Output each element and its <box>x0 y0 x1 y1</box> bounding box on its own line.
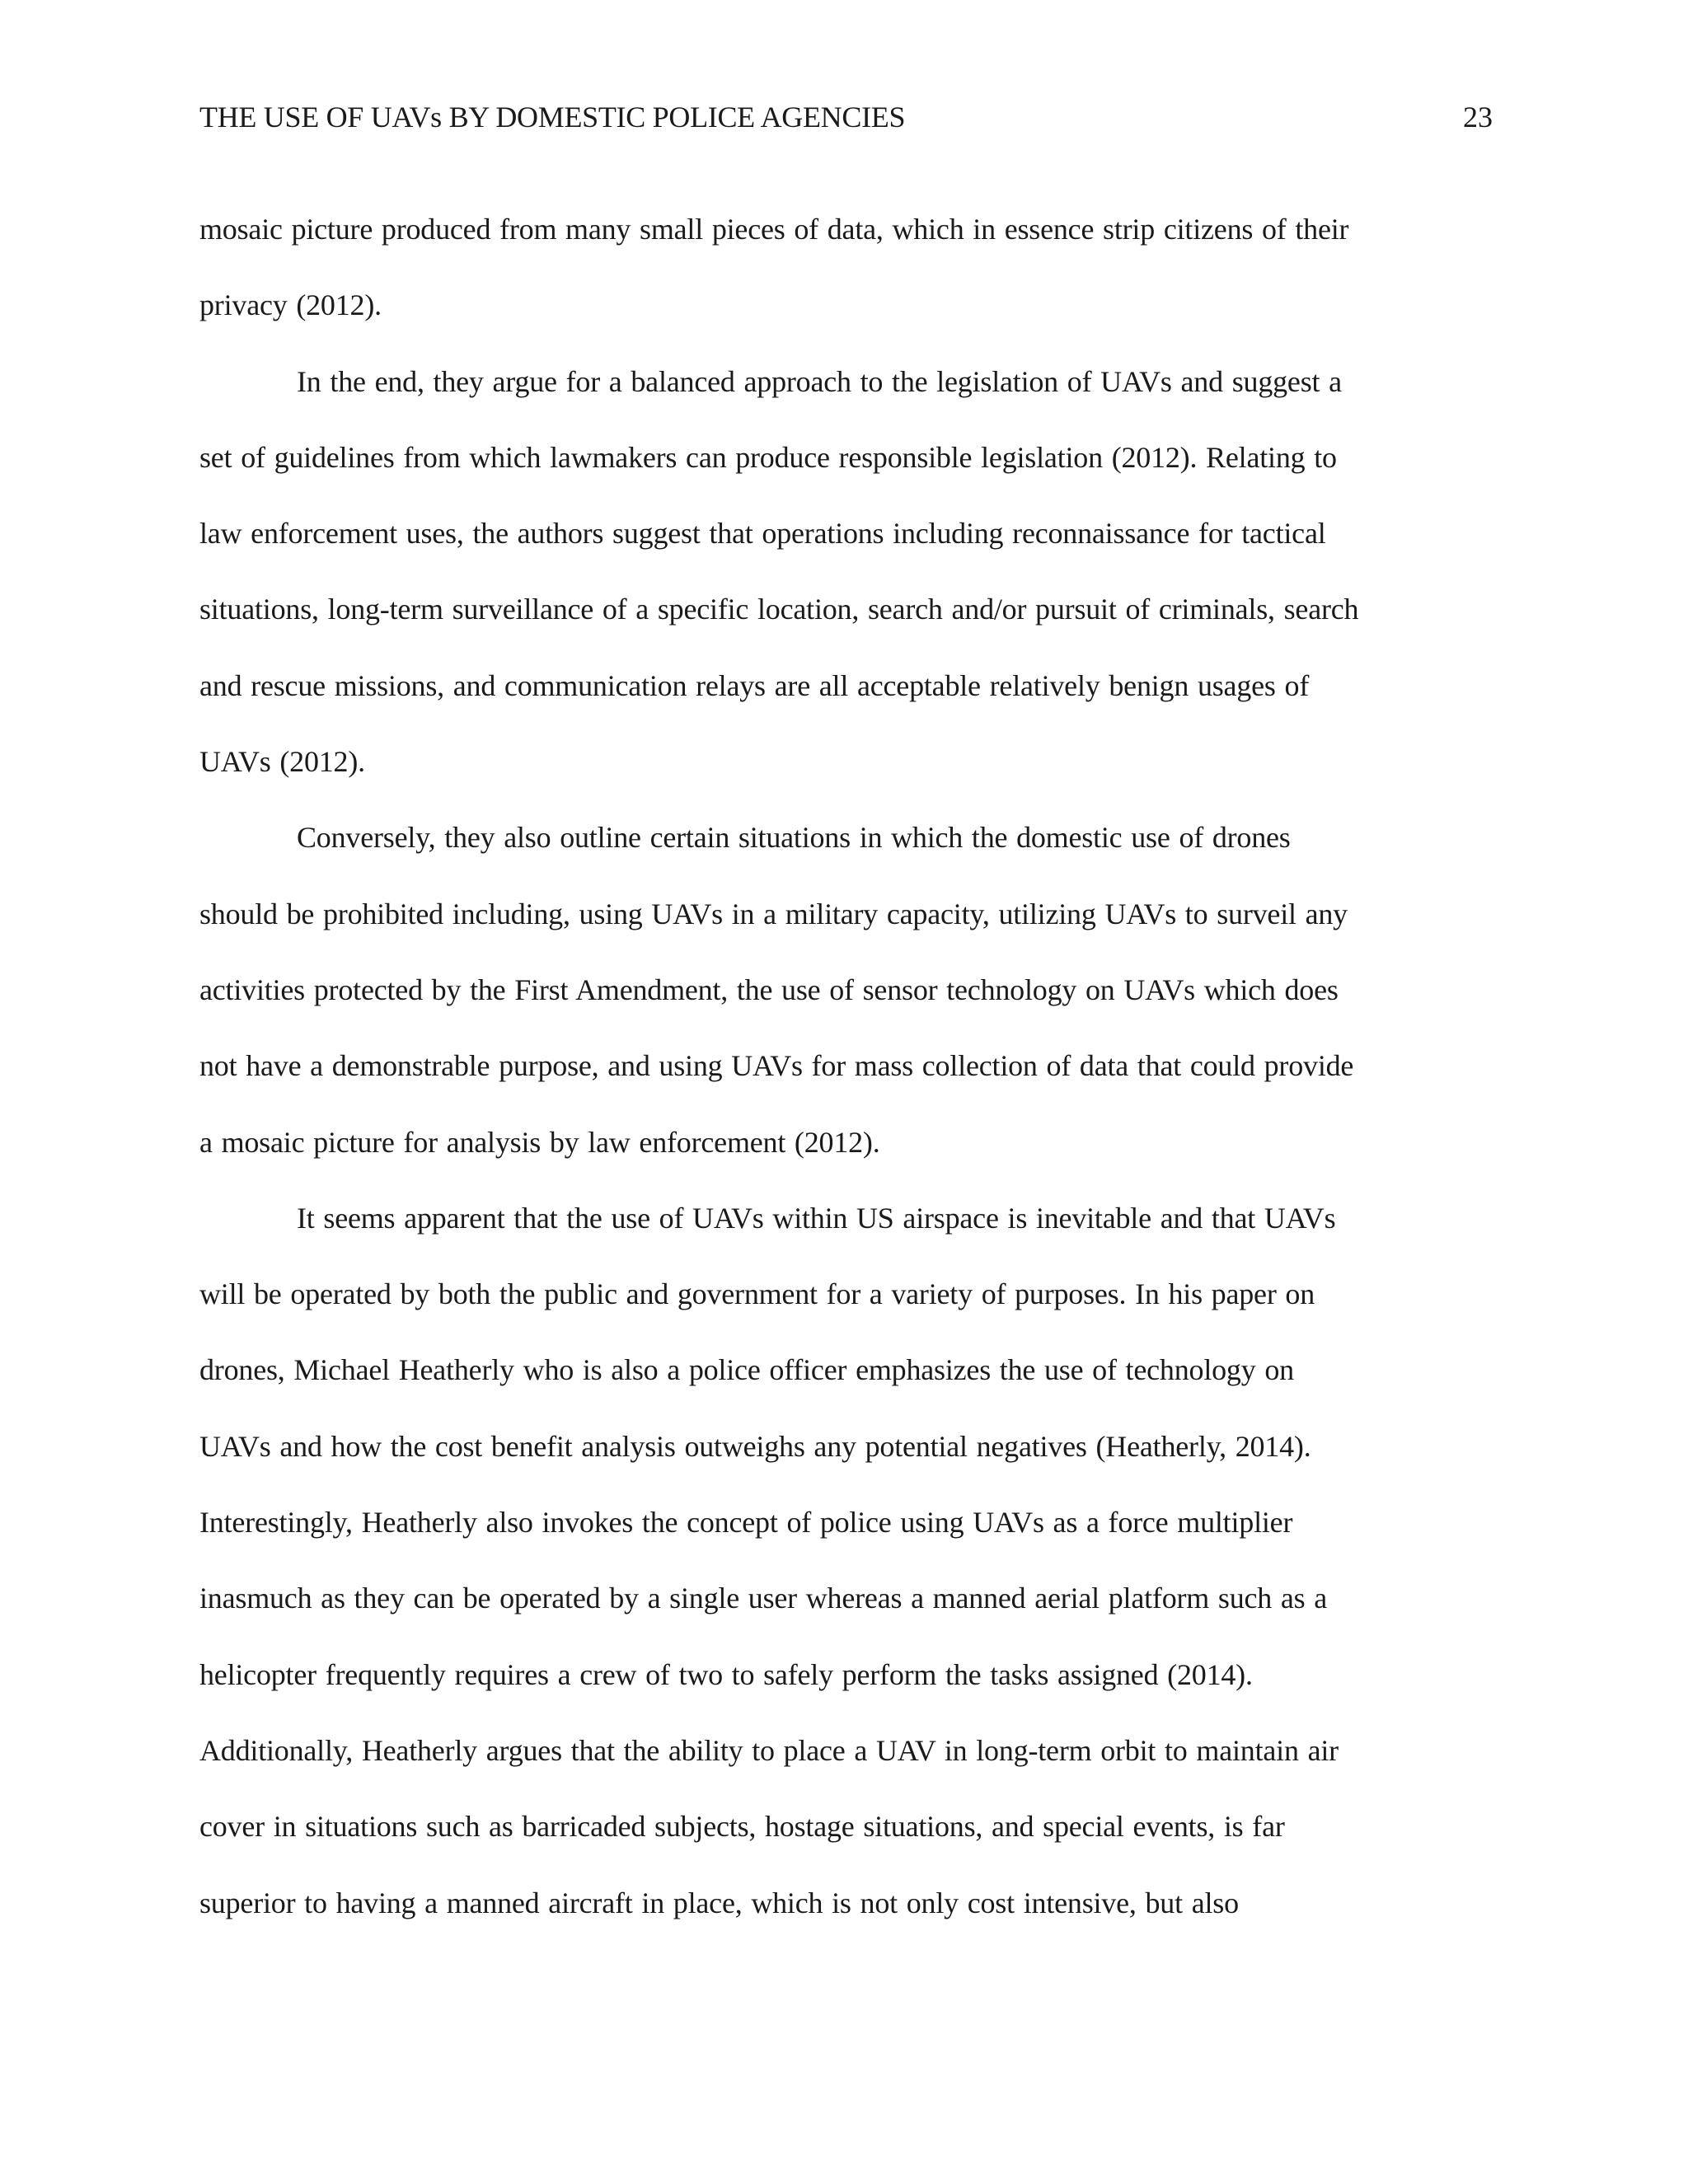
page-number: 23 <box>1463 101 1493 134</box>
running-head <box>199 97 1493 137</box>
text-line: a mosaic picture for analysis by law enforcement (2012). <box>199 1125 880 1159</box>
text-line: not have a demonstrable purpose, and using UAVs for mass collection of data that could provide <box>199 1049 1354 1083</box>
text-line: Additionally, Heatherly argues that the ability to place a UAV in long-term orbit to maintain air <box>199 1733 1339 1767</box>
text-line: situations, long-term surveillance of a specific location, search and/or pursuit of criminals, search <box>199 593 1359 626</box>
text-line: In the end, they argue for a balanced approach to the legislation of UAVs and suggest a <box>297 364 1342 398</box>
text-line: Interestingly, Heatherly also invokes the concept of police using UAVs as a force multiplier <box>199 1506 1293 1540</box>
text-line: will be operated by both the public and government for a variety of purposes. In his paper on <box>199 1277 1315 1311</box>
text-line: It seems apparent that the use of UAVs within US airspace is inevitable and that UAVs <box>297 1201 1336 1235</box>
text-line: superior to having a manned aircraft in place, which is not only cost intensive, but also <box>199 1886 1239 1919</box>
text-line: cover in situations such as barricaded subjects, hostage situations, and special events, is far <box>199 1810 1285 1844</box>
body-text <box>199 191 1506 1941</box>
running-head-title: THE USE OF UAVs BY DOMESTIC POLICE AGENCIES <box>199 101 906 134</box>
text-line: set of guidelines from which lawmakers can produce responsible legislation (2012). Relating to <box>199 440 1337 474</box>
text-line: privacy (2012). <box>199 288 382 322</box>
text-line: inasmuch as they can be operated by a single user whereas a manned aerial platform such as a <box>199 1582 1328 1615</box>
text-line: and rescue missions, and communication relays are all acceptable relatively benign usages of <box>199 668 1310 702</box>
text-line: UAVs and how the cost benefit analysis outweighs any potential negatives (Heatherly, 2014). <box>199 1429 1311 1463</box>
text-line: activities protected by the First Amendment, the use of sensor technology on UAVs which does <box>199 972 1339 1006</box>
text-line: drones, Michael Heatherly who is also a police officer emphasizes the use of technology on <box>199 1353 1294 1387</box>
text-line: helicopter frequently requires a crew of two to safely perform the tasks assigned (2014). <box>199 1657 1253 1691</box>
text-line: mosaic picture produced from many small pieces of data, which in essence strip citizens of their <box>199 213 1349 246</box>
paragraph <box>199 799 1506 1179</box>
text-line: UAVs (2012). <box>199 745 365 779</box>
paragraph <box>199 191 1506 344</box>
paragraph <box>199 1180 1506 1941</box>
text-line: law enforcement uses, the authors suggest that operations including reconnaissance for tactical <box>199 517 1326 551</box>
paragraph <box>199 344 1506 800</box>
text-line: Conversely, they also outline certain situations in which the domestic use of drones <box>297 821 1291 855</box>
text-line: should be prohibited including, using UAVs in a military capacity, utilizing UAVs to surveil any <box>199 897 1348 930</box>
